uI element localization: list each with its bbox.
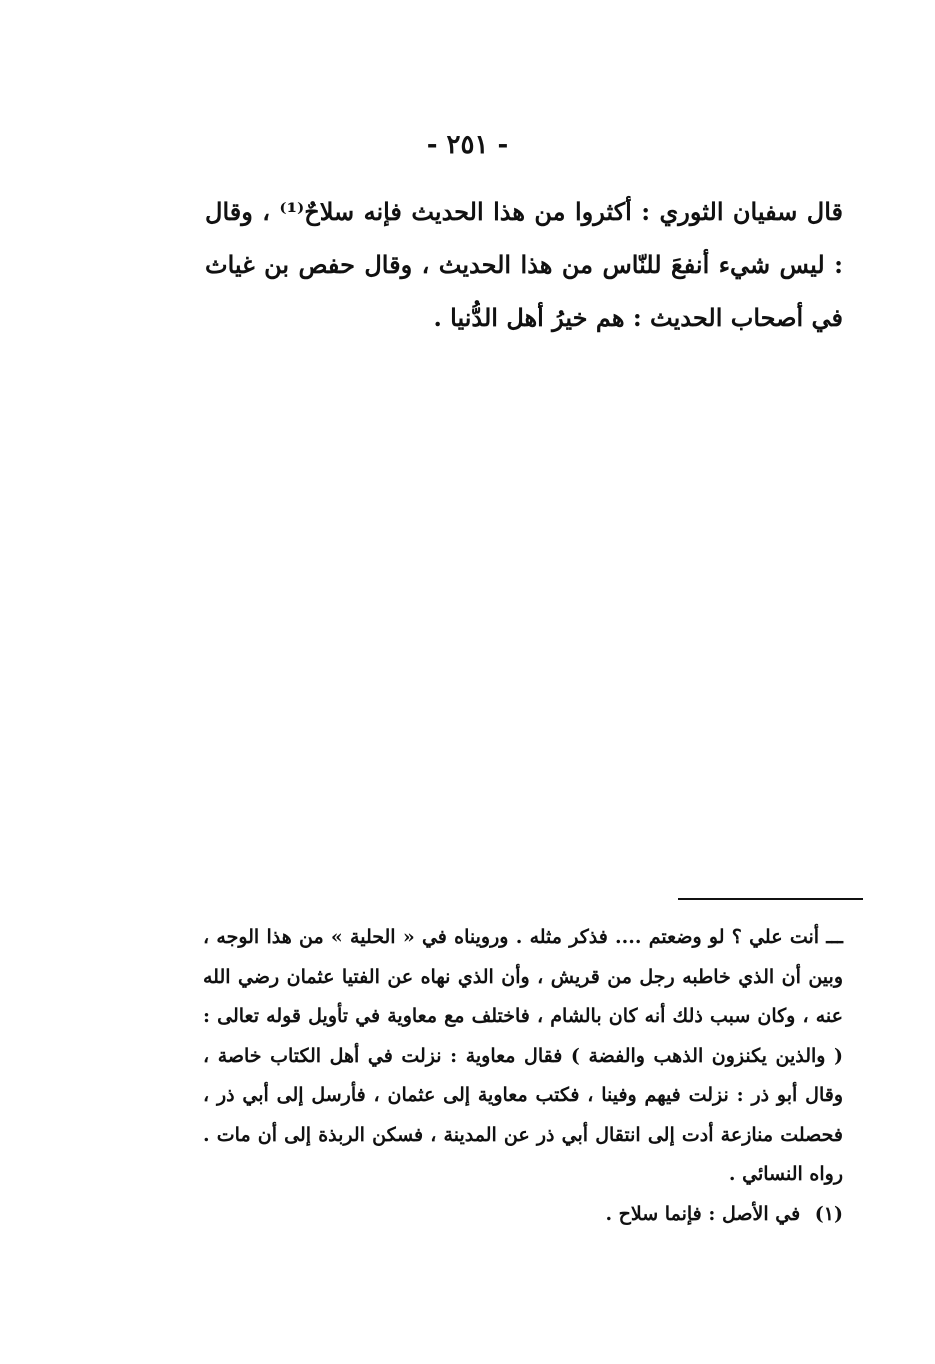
footnotes xyxy=(203,918,843,1234)
footnote-marker: (١) xyxy=(814,1202,843,1225)
footnote-text: في الأصل : فإنما سلاح . xyxy=(605,1202,801,1225)
footnote-separator xyxy=(678,898,863,900)
footnote-1 xyxy=(203,1195,843,1235)
footnote-continuation: ـــ أنت علي ؟ لو وضعتم .... فذكر مثله . ورويناه في « الحلية » من هذا الوجه ، وبين أن الذي خاطبه رجل من قريش ، وأن الذي نهاه عن الفتيا عثمان رضي الله عنه ، وكان سبب ذلك أنه كان بالشام ، فاختلف مع معاوية في تأويل قوله تعالى : ( والذين يكنزون الذهب والفضة ) فقال معاوية : نزلت في أهل الكتاب خاصة ، وقال أبو ذر : نزلت فيهم وفينا ، فكتب معاوية إلى عثمان ، فأرسل إلى أبي ذر ، فحصلت منازعة أدت إلى انتقال أبي ذر عن المدينة ، فسكن الربذة إلى أن مات . رواه النسائي . xyxy=(203,926,843,1185)
page-number: - ٢٥١ - xyxy=(426,130,509,160)
main-paragraph: قال سفيان الثوري : أكثروا من هذا الحديث فإنه سلاحٌ⁽¹⁾ ، وقال : ليس شيء أنفعَ للنّاس من هذا الحديث ، وقال حفص بن غياث في أصحاب الحديث : هم خيرُ أهل الدُّنيا . xyxy=(205,197,844,332)
main-text xyxy=(205,185,843,344)
